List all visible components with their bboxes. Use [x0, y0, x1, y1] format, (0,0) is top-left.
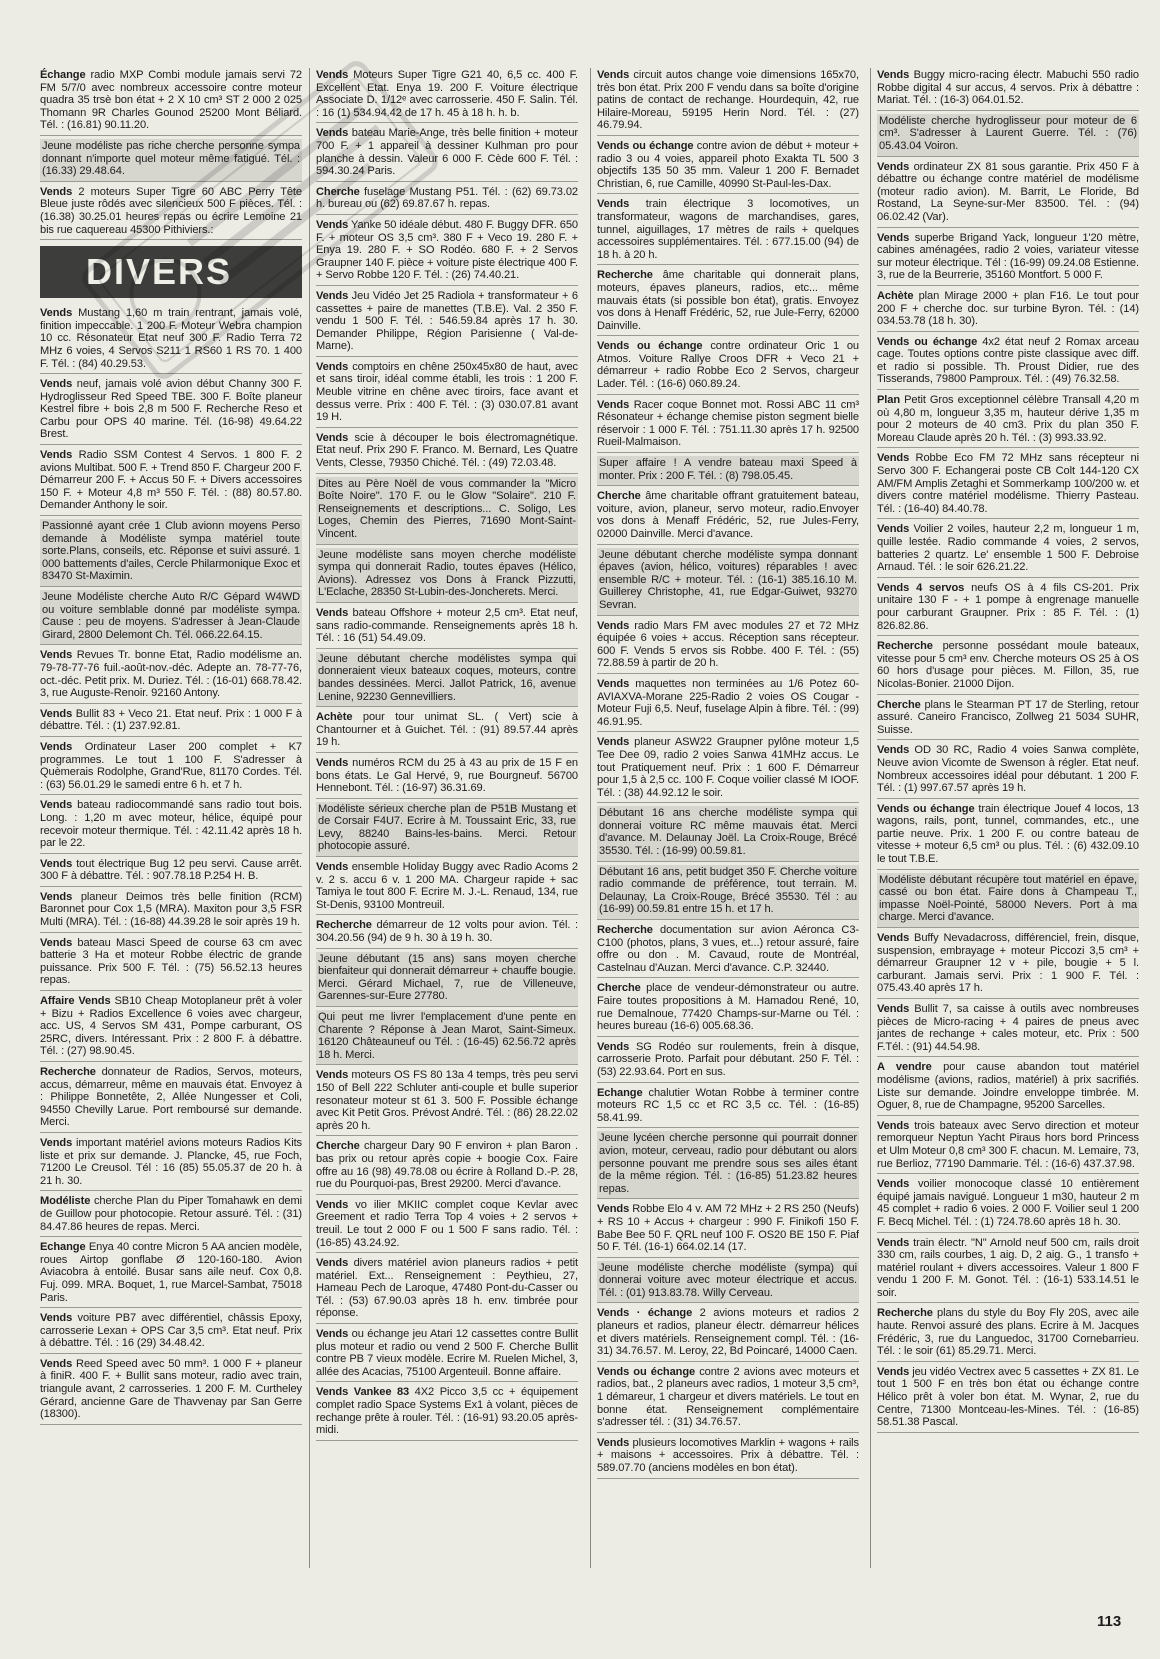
ad-keyword: Vends [597, 69, 630, 81]
ad-text: pour cause abandon tout matériel modélisme (avions, radios, matériel) à prix sacrifiés. Liste sur demande. Joindre enveloppe timbrée. M. Oguer, 8, rue de Champagne, 95200 Sarcelles. [877, 1061, 1139, 1112]
ad-keyword: Vends [597, 1203, 630, 1216]
ad-text: neuf, jamais volé avion début Channy 300 F. Hydroglisseur Red Speed TBE. 300 F. Boîte planeur Kestrel fibre + bois 2,8 m 500 F. Recherche Reso et Carbu pour OPS 40 marine. Tél. (16-98) 49.64.22 Brest. [40, 378, 302, 441]
classified-ad [40, 994, 302, 1062]
classified-ad [597, 1436, 859, 1479]
classified-ad [316, 802, 578, 857]
ad-keyword: Recherche [597, 269, 653, 282]
ad-text: Robbe Elo 4 v. AM 72 MHz + 2 RS 250 (Neufs) + RS 10 + Accus + chargeur : 990 F. Finikofi 150 F. Babe Bee 50 F. QRL neuf 100 F. OS20 BE 150 F. Piaf 50 F. Tél. (16-1) 664.02.14 (17. [597, 1203, 859, 1254]
ad-text: personne possédant moule bateaux, vitesse pour 5 cm³ env. Cherche moteurs OS 25 à OS 60 hors d'usage pour pièces. M. Fillon, 35, rue Nicolas-Bonier. 21000 Dijon. [877, 640, 1139, 690]
classified-ad [877, 1060, 1139, 1115]
ad-text: bateau radiocommandé sans radio tout bois. Long. : 1,20 m avec moteur, hélice, équipé pour recevoir moteur thermique. Tél. : 42.11.42 après 18 h. par le 22. [40, 799, 302, 850]
ad-keyword: Vends [40, 890, 73, 903]
classified-ad [597, 1306, 859, 1361]
classified-ad [40, 1240, 302, 1308]
ad-text: voiture PB7 avec différentiel, châssis Epoxy, carrosserie Lexan + OPS Car 3,5 cm³. Etat neuf. Prix à débattre. Tél. : 16 (29) 34.48.42. [40, 1312, 302, 1350]
ad-text: radio Mars FM avec modules 27 et 72 MHz équipée 6 voies + accus. Réception sans récepteur. 600 F. Vends 5 ervos sis Robbe. 400 F. Tél. : (55) 72.88.59 à partir de 20 h. [597, 619, 859, 670]
ad-text: Jeune débutant cherche modéliste sympa donnant épaves (avion, hélico, voitures) réparables ! avec ensemble R/C + moteur. Tél. : (16-1) 385.16.10 M. Guillerey Christophe, 41, rue Edgar-Guiwet, 93270 Sevran. [599, 548, 857, 611]
ad-keyword: Cherche [316, 185, 360, 198]
classified-ad [597, 923, 859, 978]
classified-ad [316, 1139, 578, 1194]
ad-text: ou échange jeu Atari 12 cassettes contre Bullit plus moteur et radio ou vend 2 500 F. Cherche Bullit contre PB 7 vieux modèle. Ecrire M. Ruelen Michel, 3, allée des Acacias, 75100 Argenteuil. Bonne affaire. [316, 1328, 578, 1378]
ad-text: Ordinateur Laser 200 complet + K7 programmes. Le tout 1 100 F. S'adresser à Quèmerais Rodolphe, Grand'Rue, 81170 Cordes. Tél. : (63) 56.01.29 le samedi entre 6 h. et 7 h. [40, 740, 302, 791]
ad-text: train électrique Jouef 4 locos, 13 wagons, rails, pont, tunnel, commandes, etc., une partie neuve. Prix. 1 200 F. ou contre bateau de vitesse + moteur 6,5 cm³ ou plus. Tél. : (6) 432.09.10 le tout T.B.E. [877, 802, 1139, 866]
ad-text: Mustang 1,60 m train rentrant, jamais volé, finition impeccable. 1 200 F. Moteur Webra champion 10 cc. Résonateur Etat neuf 300 F. Radio Terra 72 MHz 6 voies, 4 Servos S211 1 RS60 1 RS 70. 1 400 F. Tél. : (84) 40.29.53. [40, 307, 302, 370]
ad-text: ensemble Holiday Buggy avec Radio Acoms 2 v. 2 s. accu 6 v. 1 200 MA. Chargeur rapide + sac Tamiya le tout 800 F. Ecrire M. J.-L. Renaud, 134, rue St-Denis, 93100 Montreuil. [316, 861, 578, 911]
classified-ad [597, 865, 859, 920]
ad-text: plans le Stearman PT 17 de Sterling, retour assuré. Caneiro Francisco, Zollweg 21 5034 SUHR, Suisse. [877, 698, 1139, 736]
ad-text: contre 2 avions avec moteurs et radios, bat., 2 planeurs avec radios, 1 moteur 3,5 cm³, 1 démareur, 1 chargeur et divers matériels. Le tout en bonne état. Renseignement complémentaire s'adresser tél. : (31) 34.76.57. [597, 1365, 859, 1429]
ad-keyword: Modéliste [40, 1195, 91, 1208]
classified-ad [40, 139, 302, 182]
classified-ad [316, 952, 578, 1007]
ad-keyword: Vends [40, 378, 73, 391]
ad-keyword: Vends [40, 449, 73, 462]
ad-keyword: Vends [316, 1069, 349, 1082]
classified-ad [316, 1385, 578, 1440]
ad-keyword: Échange [40, 69, 86, 81]
ad-text: Jeune modéliste sans moyen cherche modéliste sympa qui donnerait Radio, toutes épaves (Hélico, Avions). Adressez vos Dons à Franck Pizzutti, L'Eclache, 28350 St-Lubin-des-Joncherets. Merci. [318, 548, 576, 599]
ad-text: train électr. "N" Arnold neuf 500 cm, rails droit 330 cm, rails courbes, 1 aig. D, 2 aig. G., 1 transfo + matériel roulant + divers accessoires. Valeur 1 800 F vendu 1 200 F. M. Gonot. Tél. : (16-1) 533.14.51 le soir. [877, 1236, 1139, 1299]
classified-ad [597, 1365, 859, 1433]
classified-ad [877, 698, 1139, 741]
classified-ad [877, 1119, 1139, 1174]
ad-text: Jeu Vidéo Jet 25 Radiola + transformateur + 6 cassettes + paire de manettes (T.B.E). Val. 2 350 F. vendu 1 500 F. Tél. : 546.59.84 après 17 h. 30. Demander Philippe, Région Parisienne ( Val-de-Marne). [316, 289, 578, 353]
ad-keyword: Plan [877, 394, 901, 407]
column-2 [316, 68, 578, 1568]
classified-ad [316, 1068, 578, 1136]
ad-text: moteurs OS FS 80 13a 4 temps, très peu servi 150 of Bell 222 Schluter anti-couple et bulle superior resonateur moteur st 61 3. 500 F. Possible échange avec Kit Petit Gros. Prévost André. Tél. : (86) 28.22.02 après 20 h. [316, 1069, 578, 1132]
classified-ad [316, 756, 578, 799]
classified-ad [316, 710, 578, 753]
classified-ad [316, 360, 578, 428]
classified-ad [316, 606, 578, 649]
classified-ad [597, 1040, 859, 1083]
ad-keyword: Vends [877, 744, 910, 757]
ad-text: Jeune débutant cherche modélistes sympa qui donneraient vieux bateaux coques, moteurs, contre bandes dessinées. Merci. Jallot Patrick, 16, avenue Lenine, 92230 Gennevilliers. [318, 652, 576, 703]
classified-ad [316, 68, 578, 123]
ad-keyword: Achète [316, 711, 353, 724]
ad-keyword: Recherche [40, 1066, 96, 1078]
ad-keyword: Vends [316, 606, 349, 619]
ad-text: âme charitable offrant gratuitement bateau, voiture, avion, planeur, servo moteur, radio.Envoyer vos dons à Menaff Frédéric, 52, rue Jules-Ferry, 02000 Dainville. Merci d'avance. [597, 490, 859, 540]
classified-ad [316, 185, 578, 215]
ad-text: Débutant 16 ans, petit budget 350 F. Cherche voiture radio commande de préférence, tout terrain. M. Delaunay, La Croix-Rouge, Brécé 35530. Tél : au (16-99) 00.59.81 entre 15 h. et 17 h. [599, 865, 857, 916]
ad-text: Jeune modéliste cherche modéliste (sympa) qui donnerai voiture avec moteur électrique et accus. Tél. : (01) 913.83.78. Willy Cerveau. [599, 1261, 857, 1299]
column-divider [870, 68, 871, 1568]
ad-text: circuit autos change voie dimensions 165x70, très bon état. Prix 200 F vendu dans sa boîte d'origine patins de contact de rechange. Hourdequin, 42, rue Hilaire-Moreau, 59195 Herin Nord. Tél. : (27) 46.79.94. [597, 69, 859, 132]
ad-keyword: Vends [597, 398, 630, 411]
ad-text: plans du style du Boy Fly 20S, avec aile haute. Renvoi assuré des plans. Ecrire à M. Jacques Frédéric, 3, rue du Languedoc, 31700 Cornebarrieu. Tél. : le soir (61) 85.29.71. Merci. [877, 1307, 1139, 1358]
classified-ad [40, 798, 302, 853]
ad-text: contre ordinateur Oric 1 ou Atmos. Voiture Rallye Croos DFR + Veco 21 + démarreur + radio Robbe Eco 2 Servos, chargeur Lader. Tél. : (16-6) 060.89.24. [597, 340, 859, 391]
classified-ad [40, 936, 302, 991]
ad-text: Petit Gros exceptionnel célèbre Transall 4,20 m où 4,80 m, longueur 3,35 m, hauteur dérive 1,35 m pour 2 moteurs de 40 cm3. Prix du plan 350 F. Moreau Claude après 20 h. Tél. : (3) 993.33.92. [877, 394, 1139, 444]
ad-keyword: Vends [40, 1136, 73, 1149]
classified-ad [316, 1327, 578, 1382]
section-title-divers: DIVERS [40, 246, 302, 298]
ad-keyword: Vends [40, 857, 73, 870]
classified-ad [597, 398, 859, 453]
ad-text: âme charitable qui donnerait plans, moteurs, épaves planeurs, radios, etc... même mauvais états (si possible bon état), gratis. Envoyez vos dons à Henaff Frédéric, 52, rue Jule-Ferry, 62000 Dainville. [597, 269, 859, 332]
classified-ad [877, 1002, 1139, 1057]
classified-ad [597, 139, 859, 194]
ad-text: plan Mirage 2000 + plan F16. Le tout pour 200 F + cherche doc. sur turbine Byron. Tél. : (14) 034.53.78 (18 h. 30). [877, 289, 1139, 328]
classified-ad [40, 1065, 302, 1133]
ad-text: 4X2 Picco 3,5 cc + équipement complet radio Space Systems Ex1 à volant, pièces de rechange prête à rouler. Tél. : (16-91) 93.20.05 après-midi. [316, 1386, 578, 1437]
classified-ad [40, 707, 302, 737]
ad-keyword: Vends ou échange [877, 802, 975, 815]
classified-ad [877, 802, 1139, 870]
page-number: 113 [1097, 1613, 1122, 1630]
ad-keyword: Vends ou échange [597, 340, 703, 353]
ad-text: documentation sur avion Aéronca C3-C100 (photos, plans, 3 vues, et...) retour assuré, faire offre ou don . M. Cavaud, route de Montréal, Castelnau d'Auzan. Merci d'avance. C.P. 32440. [597, 924, 859, 974]
ad-keyword: Vends [40, 936, 73, 949]
ad-text: ordinateur ZX 81 sous garantie. Prix 450 F à débattre ou échange contre matériel de modélisme (moteur radio avion). M. Barrit, Le Floride, Bd Rostand, La Seyne-sur-Mer 83500. Tél. : (94) 06.02.42 (Var). [877, 160, 1139, 223]
ad-text: Radio SSM Contest 4 Servos. 1 800 F. 2 avions Multibat. 500 F. + Trend 850 F. Chargeur 200 F. Démarreur 200 F. + Accus 50 F. + Divers accessoires 150 F. + Moteur 4,8 m³ 550 F. Tél. : (88) 80.57.80. Demander Anthony le soir. [40, 449, 302, 512]
classified-ad [877, 743, 1139, 798]
ad-text: Qui peut me livrer l'emplacement d'une pente en Charente ? Réponse à Jean Marot, Saint-Simeux. 16120 Châteauneuf ou Tél. : (16-45) 62.56.72 après 18 h. Merci. [318, 1011, 576, 1061]
classified-ad [40, 1311, 302, 1354]
classified-ad [316, 1198, 578, 1253]
ad-text: Modéliste sérieux cherche plan de P51B Mustang et de Corsair F4U7. Ecrire à M. Toussaint Eric, 33, rue Levy, 88240 Bains-les-bains. Merci. Retour photocopie assuré. [318, 802, 576, 853]
ad-text: planeur ASW22 Graupner pylône moteur 1,5 Tee Dee 09, radio 2 voies Sanwa 41MHz accus. Le tout Pratiquement neuf. Prix : 1 600 F. Démarreur pour 1,5 à 2,5 cc. 100 F. Coque voilier classé M IOOF. Tél. : (38) 44.92.12 le soir. [597, 736, 859, 799]
ad-text: cherche Plan du Piper Tomahawk en demi de Guillow pour photocopie. Retour assuré. Tél. : (31) 84.47.86 heures de repas. Merci. [40, 1195, 302, 1233]
ad-keyword: Vends [877, 1119, 910, 1132]
ad-keyword: Echange [597, 1086, 643, 1099]
ad-text: Super affaire ! A vendre bateau maxi Speed à monter. Prix : 200 F. Tél. : (8) 798.05.45. [599, 457, 857, 482]
ad-text: Jeune débutant (15 ans) sans moyen cherche bienfaiteur qui donnerait démarreur + chauffe bougie. Merci. Gérard Michael, 7, rue de Villeneuve, Garennes-sur-Eure 27780. [318, 952, 576, 1003]
ad-text: Racer coque Bonnet mot. Rossi ABC 11 cm³ Résonateur + échange chemise piston segment bielle réservoir : 1 000 F. Tél. : 751.11.30 après 17 h. 92500 Rueil-Malmaison. [597, 398, 859, 449]
classified-ad [877, 335, 1139, 390]
ad-keyword: Vends [316, 861, 349, 874]
ad-keyword: Vends [316, 1328, 349, 1341]
ad-text: fuselage Mustang P51. Tél. : (62) 69.73.02 h. bureau ou (62) 69.87.67 h. repas. [316, 185, 578, 211]
ad-text: 2 avions moteurs et radios 2 planeurs et radios, planeur électr. démarreur hélices et divers matériels. Renseignement compl. Tél. : (16-31) 34.76.57. M. Leroy, 22, Bd Poincaré, 14000 Caen. [597, 1307, 859, 1358]
ad-text: superbe Brigand Yack, longueur 1'20 mètre, cabines aménagées, radio 2 voies, variateur vitesse sur moteur électrique. Tél : (16-99) 09.24.08 Estienne. 3, rue de la Beurrerie, 35160 Montfort. 5 000 F. [877, 231, 1139, 282]
column-divider [309, 68, 310, 1568]
ad-text: maquettes non terminées au 1/6 Potez 60-AVIAXVA-Morane 225-Radio 2 voies OS Cougar - Moteur Fuji 6,5. Neuf, fuselage Alpin à fibre. Tél. : (99) 46.91.95. [597, 677, 859, 728]
ad-text: Robbe Eco FM 72 MHz sans récepteur ni Servo 300 F. Echangerai poste CB Colt 144-120 CX AM/FM Amplis Zetaghi et Sommerkamp 100/200 w. et divers contre matériel modélisme. Thierry Pasteau. Tél. : (16-40) 84.40.78. [877, 452, 1139, 515]
classified-ad [877, 393, 1139, 448]
ad-keyword: Vends [316, 289, 349, 302]
classified-ad [316, 1010, 578, 1065]
ad-keyword: Vends ou échange [597, 139, 694, 152]
classified-ad [597, 1086, 859, 1129]
classified-ad [316, 860, 578, 915]
ad-keyword: Vends [40, 307, 73, 320]
ad-text: divers matériel avion planeurs radios + petit matériel. Ext... Renseignement : Peythieu, 27, Hameau Pech de Laroque, 47480 Pont-du-Casser ou Tél. : (53) 67.90.03 après 18 h. env. timbrée pour réponse. [316, 1257, 578, 1320]
ad-keyword: Vends [40, 799, 73, 812]
ad-keyword: Recherche [877, 1307, 933, 1320]
ad-keyword: Vends [40, 649, 73, 662]
ad-text: Débutant 16 ans cherche modéliste sympa qui donnerai voiture RC même mauvais état. Merci d'avance. M. Delaunay Joël. La Croix-Rouge, Brécé 35530. Tél. : (16-99) 00.59.81. [599, 807, 857, 858]
classified-ad [316, 652, 578, 707]
classified-ad [877, 522, 1139, 577]
ad-text: tout électrique Bug 12 peu servi. Cause arrêt. 300 F à débattre. Tél. : 907.78.18 P.254 H. B. [40, 857, 302, 883]
ad-text: place de vendeur-démonstrateur ou autre. Faire toutes propositions à M. Hamadou René, 10, rue Demalnoue, 77420 Champs-sur-Marne ou Tél. : heures bureau (16-6) 005.68.36. [597, 982, 859, 1033]
classified-ad [877, 873, 1139, 928]
ad-text: comptoirs en chêne 250x45x80 de haut, avec et sans tiroir, idéal comme établi, les trois : 1 200 F. Meuble vitrine en chêne avec tiroirs, face avant et dessus verre. Prix : 400 F. Tél. : (3) 030.07.81 avant 19 H. [316, 360, 578, 424]
ad-keyword: Vends [316, 218, 349, 231]
classified-ad [597, 548, 859, 616]
ad-text: bateau Masci Speed de course 63 cm avec batterie 3 Ha et moteur Robbe électric de grande puissance. Prix 500 F. Tél. : (75) 56.52.13 heures repas. [40, 936, 302, 987]
classified-ad [597, 619, 859, 674]
classified-ad [40, 648, 302, 703]
ad-text: Jeune modéliste pas riche cherche personne sympa donnant n'importe quel moteur même fatigué. Tél. : (16.33) 29.48.64. [42, 139, 300, 178]
ad-text: Bullit 7, sa caisse à outils avec nombreuses pièces de Micro-racing + 4 paires de pneus avec jantes de rechange + cales moteur, etc. Prix : 500 F.Tél. : (91) 44.54.98. [877, 1003, 1139, 1053]
classified-ad [597, 1261, 859, 1304]
ad-text: Yanke 50 idéale début. 480 F. Buggy DFR. 650 F. + moteur OS 3,5 cm³. 380 F + Veco 19. 280 F. + Enya 19. 280 F. + SO Rodéo. 680 F. + 2 Servos Graupner 140 F. pièce + voiture piste électrique 400 F. + Servo Robbe 120 F. Tél. : (26) 74.40.21. [316, 218, 578, 282]
ad-keyword: Vends ou échange [877, 335, 978, 348]
ad-keyword: Vends [877, 452, 910, 465]
classified-ad [316, 218, 578, 286]
ad-keyword: Vends [597, 198, 630, 211]
ad-keyword: Vends [40, 707, 73, 720]
ad-text: donnateur de Radios, Servos, moteurs, accus, démarreur, même en mauvais état. Envoyez à : Philippe Bonnetête, 2, Allée Nungesser et Coli, 94550 Chevilly Larue. Port remboursé sur demande. Merci. [40, 1066, 302, 1129]
ad-keyword: Vends [877, 69, 910, 81]
classified-ad [597, 1131, 859, 1199]
classified-ad [597, 456, 859, 486]
ad-keyword: Vends 4 servos [877, 581, 965, 594]
ad-text: important matériel avions moteurs Radios Kits liste et prix sur demande. J. Plancke, 45, rue Foch, 71200 Le Creusol. Tél : 16 (85) 55.05.37 de 20 h. à 21 h. 30. [40, 1136, 302, 1187]
ad-text: démarreur de 12 volts pour avion. Tél. : 304.20.56 (94) de 9 h. 30 à 19 h. 30. [316, 919, 578, 945]
ad-keyword: Vends [877, 1003, 910, 1015]
ad-text: Enya 40 contre Micron 5 AA ancien modèle, roues Airtop gonflabe Ø 120-160-180. Avion Aviacobra à entoilé. Busar sans aile neuf. Cox 0,8. Fuj. 099. MRA. Boquet, 1, rue Marcel-Sambat, 75018 Paris. [40, 1241, 302, 1304]
classified-ad [40, 68, 302, 136]
ad-keyword: Vends [597, 1436, 630, 1449]
ad-keyword: Vends [40, 1312, 73, 1325]
classified-ad [877, 1177, 1139, 1232]
classified-ad [597, 489, 859, 544]
classified-ad [877, 1365, 1139, 1433]
ad-keyword: Achète [877, 289, 914, 302]
ad-keyword: Vends [597, 1040, 630, 1053]
ad-text: voilier monocoque classé 10 entièrement équipé jamais navigué. Longueur 1 m30, hauteur 2 m 45 complet + radio 6 voies. 2 000 F. Voilier seul 1 200 F. Becq Michel. Tél. : (1) 724.78.60 après 18 h. 30. [877, 1178, 1139, 1228]
column-4 [877, 68, 1139, 1568]
classified-ad [877, 114, 1139, 157]
ad-keyword: Recherche [316, 919, 372, 932]
ad-text: Revues Tr. bonne Etat, Radio modélisme an. 79-78-77-76 fuil.-août-nov.-déc. Adepte an. 78-77-76, oct.-déc. Petit prix. M. Duriez. Tél. : (16-01) 668.78.42. 3, rue Auguste-Renoir. 92160 Antony. [40, 649, 302, 700]
classified-ad [597, 981, 859, 1036]
ad-keyword: Vends [316, 431, 349, 444]
classified-ad [877, 1306, 1139, 1361]
ad-text: bateau Offshore + moteur 2,5 cm³. Etat neuf, sans radio-commande. Renseignements après 18 h. Tél. : 16 (51) 54.49.09. [316, 606, 578, 645]
ad-keyword: Cherche [597, 982, 641, 995]
ad-text: Voilier 2 voiles, hauteur 2,2 m, longueur 1 m, quille lestée. Radio commande 4 voies, 2 servos, batteries 2 quartz. Le' ensemble 1 500 F. Debroise Arnaud. Tél. : le soir 626.21.22. [877, 523, 1139, 574]
ad-text: train électrique 3 locomotives, un transformateur, wagons de marchandises, gares, tunnel, aiguillages, 17 mètres de rails + quelques accessoires supplémentaires. Tél. : 677.15.00 (94) de 18 h. à 20 h. [597, 198, 859, 261]
column-1 [40, 68, 302, 1568]
ad-text: numéros RCM du 25 à 43 au prix de 15 F en bons états. Le Gal Hervé, 9, rue Bourgneuf. 56700 Hennebont. Tél. : (16-97) 36.31.69. [316, 756, 578, 795]
classified-ad [40, 377, 302, 445]
ad-keyword: Vends [40, 185, 73, 198]
ad-keyword: Vends [40, 1357, 73, 1370]
classified-ad [40, 857, 302, 887]
classified-ad [877, 160, 1139, 228]
ad-keyword: Vends ou échange [597, 1365, 696, 1378]
ad-keyword: Vends [877, 932, 910, 945]
ad-keyword: Vends [877, 231, 910, 244]
ad-keyword: Cherche [877, 698, 921, 711]
ad-keyword: Vends [597, 736, 630, 749]
ad-text: Jeune lycéen cherche personne qui pourrait donner avion, moteur, cerveau, radio pour débutant ou alors personne pouvant me prendre sous ses ailes étant de la même région. Tél. : (16-85) 51.23.82 heures repas. [599, 1132, 857, 1195]
ad-keyword: Vends [316, 1198, 349, 1211]
ad-keyword: Vends [316, 756, 349, 769]
ad-keyword: Recherche [877, 640, 933, 653]
classified-ad [597, 268, 859, 336]
ad-text: Reed Speed avec 50 mm³. 1 000 F + planeur à finiR. 400 F. + Bullit sans moteur, radio avec train, triangule avant, 2 carrosseries. 1 200 F. M. Curtheley Gérard, ancienne Gare de Thavvenay par San Gerre (18300). [40, 1357, 302, 1421]
ad-keyword: Vends [597, 677, 630, 690]
classified-ad [877, 931, 1139, 999]
classified-ad [316, 1256, 578, 1324]
column-divider [590, 68, 591, 1568]
classified-ad [877, 1236, 1139, 1304]
ad-keyword: Vends [316, 69, 349, 81]
ad-keyword: Recherche [597, 924, 653, 937]
ad-text: Bullit 83 + Veco 21. Etat neuf. Prix : 1 000 F à débattre. Tél. : (1) 237.92.81. [40, 707, 302, 733]
ad-text: bateau Marie-Ange, très belle finition + moteur 700 F. + 1 appareil à dessiner Kulhman pro pour planche à dessin. Valeur 6 000 F. Cède 600 F. Tél. : 594.30.24 Paris. [316, 127, 578, 178]
classified-ad [40, 590, 302, 645]
classified-ad [316, 477, 578, 545]
ad-keyword: Cherche [316, 1140, 360, 1153]
ad-text: Modéliste cherche hydroglisseur pour moteur de 6 cm³. S'adresser à Laurent Guerre. Tél. : (76) 05.43.04 Voiron. [879, 114, 1137, 152]
ad-text: radio MXP Combi module jamais servi 72 FM 5/7/0 avec nombreux accessoire contre moteur quadra 35 trsè bon état + 2 X 10 cm³ ST 2 000 2 025 Thomann 9R Charles Gounod 25200 Mont Béliard. Tél. : (16.81) 90.11.20. [40, 69, 302, 132]
ad-text: OD 30 RC, Radio 4 voies Sanwa complète, Neuve avion Vicomte de Swenson à régler. Etat neuf. Nombreux accessoires idéal pour débutant. 1 200 F. Tél. : (1) 997.67.57 après 19 h. [877, 744, 1139, 795]
ad-keyword: Vends [40, 740, 73, 753]
classified-ad [40, 185, 302, 240]
classified-ad [877, 639, 1139, 694]
column-3 [597, 68, 859, 1568]
classified-ad [40, 519, 302, 587]
ad-text: Modéliste débutant récupère tout matériel en épave, cassé ou bon état. Faire dons à Champeau T., impasse Noël-Pointé, 58000 Nevers. Port à ma charge. Merci d'avance. [879, 873, 1137, 924]
ad-keyword: Affaire Vends [40, 995, 111, 1008]
classified-ad [316, 918, 578, 948]
ad-keyword: Vends [316, 360, 349, 373]
classified-ad [316, 289, 578, 357]
ad-text: Buggy micro-racing électr. Mabuchi 550 radio Robbe digital 4 sur accus, 4 servos. Prix à débattre : Mariat. Tél. : (16-3) 064.01.52. [877, 69, 1139, 107]
ad-text: SG Rodéo sur roulements, frein à disque, carrosserie Proto. Parfait pour débutant. 250 F. Tél. : (53) 22.93.64. Port en sus. [597, 1040, 859, 1078]
classified-ad [597, 1202, 859, 1257]
ad-text: 4x2 état neuf 2 Romax arceau cage. Toutes options contre piste classique avec diff. et radio si possible. Th. Proust Didier, rue des Tisserands, 79800 Pamproux. Tél. : (49) 76.32.58. [877, 335, 1139, 386]
classified-ad [597, 197, 859, 265]
ad-text: 2 moteurs Super Tigre 60 ABC Perry Tête Bleue juste rôdés avec silencieux 500 F pièces. Tél. : (16.38) 30.25.01 heures repas ou écrire Lemoine 21 bis rue caquereau 45300 Pithiviers.: [40, 185, 302, 236]
classified-ad [40, 1194, 302, 1237]
ad-text: chargeur Dary 90 F environ + plan Baron . bas prix ou retour après copie + boogie Cox. Faire offre au 16 (98) 49.78.08 ou écrire à Rolland D.-P. 28, rue du Pourquoi-pas, Brest 29200. Merci d'avance. [316, 1140, 578, 1191]
classified-ad [877, 581, 1139, 636]
ad-text: jeu vidéo Vectrex avec 5 cassettes + ZX 81. Le tout 1 500 F en très bon état ou échange contre Hélico prêt à voler bon état. M. Wynar, 2, rue du Centre, 71300 Montceau-les-Mines. Tél. : (16-85) 58.51.38 Pascal. [877, 1365, 1139, 1429]
ad-keyword: Vends [877, 1236, 910, 1249]
ad-text: plusieurs locomotives Marklin + wagons + rails + maisons + accessoires. Prix à débattre. Tél. : 589.07.70 (anciens modèles en bon état). [597, 1436, 859, 1474]
classified-ad [877, 231, 1139, 286]
ad-keyword: Vends Vankee 83 [316, 1386, 410, 1399]
ad-text: Jeune Modéliste cherche Auto R/C Gépard W4WD ou voiture semblable donné par modéliste sympa. Cause : peu de moyens. S'adresser à Jean-Claude Girard, 2800 Delemont Ch. Tél. 066.22.64.15. [42, 591, 300, 641]
classified-ad [597, 806, 859, 861]
ad-text: SB10 Cheap Motoplaneur prêt à voler + Bizu + Radios Excellence 6 voies avec chargeur, acc. US, 4 Servos SM 431, Pompe carburant, OS 25RC, divers. Intéressant. Prix : 2 800 F. à débattre. Tél. : (27) 98.90.45. [40, 995, 302, 1058]
classified-ad [40, 1136, 302, 1191]
classified-ad [877, 68, 1139, 111]
classified-ad [597, 677, 859, 732]
ad-keyword: Echange [40, 1241, 86, 1254]
ad-keyword: A vendre [877, 1061, 932, 1074]
ad-text: Buffy Nevadacross, différenciel, frein, disque, suspension, embrayage + moteur Piccozi 3,5 cm³ + démarreur Graupner 12 v + pile, bougie + 5 l. carburant. Jamais servi. Prix : 1 900 F. Tél. : 075.43.40 après 17 h. [877, 932, 1139, 995]
ad-text: scie à découper le bois électromagnétique. Etat neuf. Prix 290 F. Franco. M. Bernard, Les Quatre Vents, Clesse, 79350 Chiché. Tél. : (49) 72.03.48. [316, 431, 578, 470]
classified-ad [316, 126, 578, 181]
classified-ad [597, 68, 859, 136]
ad-text: Dites au Père Noël de vous commander la "Micro Boîte Noire". 170 F. ou le Glow "Solaire". 210 F. Renseignements et descriptions... C. Soligo, Les Loges, Chemin des Pierres, 71690 Mont-Saint-Vincent. [318, 477, 576, 540]
ad-text: trois bateaux avec Servo direction et moteur remorqueur Neptun Yacht Piraus hors bord Princess et Ulm Moteur 0,8 cm³ 300 F. chacun. M. Lemaire, 73, rue Berlioz, 77190 Dammarie. Tél. : (16-6) 437.37.98. [877, 1119, 1139, 1170]
classified-ad [597, 735, 859, 803]
ad-keyword: Vends [877, 1178, 910, 1191]
ad-keyword: Vends [877, 523, 910, 536]
ad-keyword: Vends [877, 1365, 910, 1378]
ad-keyword: Vends [316, 127, 349, 140]
classified-ad [877, 289, 1139, 332]
ad-text: Passionné ayant crée 1 Club avionn moyens Perso demande à Modéliste sympa matériel toute sorte.Plans, conseils, etc. Réponse et suivi assuré. 1 000 battements d'ailes, Cercle Philarmonique Exoc et 83470 St-Maximin. [42, 520, 300, 583]
classified-ad [316, 548, 578, 603]
classified-ad [40, 740, 302, 795]
classified-ad [877, 451, 1139, 519]
classified-ad [40, 306, 302, 374]
ad-keyword: Vends [877, 160, 910, 173]
classified-ad [40, 1357, 302, 1425]
ad-keyword: Cherche [597, 490, 641, 503]
ad-text: vo ilier MKIIC complet coque Kevlar avec Greement et radio Terra Top 4 voies + 2 servos + treuil. Le tout 2 000 F ou 1 500 F sans radio. Tél. : (16-85) 43.24.92. [316, 1198, 578, 1249]
ad-text: neufs OS à 4 fils CS-201. Prix unitaire 130 F - + 1 pompe à engrenage manuelle pour carburant Graupner. Prix : 85 F. Tél. : (1) 826.82.86. [877, 581, 1139, 632]
ad-text: pour tour unimat SL. ( Vert) scie à Chantourner et à Guichet. Tél. : (91) 89.57.44 après 19 h. [316, 711, 578, 749]
ad-text: planeur Deimos très belle finition (RCM) Baronnet pour Cox 1,5 (MRA). Maxiton pour 3,5 FSR Multi (MRA). Tél. : (16-88) 44.39.28 le soir après 19 h. [40, 890, 302, 929]
classified-ad [597, 339, 859, 394]
ad-text: chalutier Wotan Robbe à terminer contre moteurs RC 1,5 cc et RC 3,5 cc. Tél. : (16-85) 58.41.99. [597, 1086, 859, 1124]
classified-ad [40, 890, 302, 933]
ad-keyword: Vends [597, 619, 630, 632]
ad-text: Moteurs Super Tigre G21 40, 6,5 cc. 400 F. Excellent Etat. Enya 19. 200 F. Voiture électrique Associate D. 1/12ᵉ avec carrosserie. 450 F. Salin. Tél. : 16 (1) 534.94.42 de 17 h. 45 à 18 h. h. b. [316, 69, 578, 119]
classified-ad [316, 431, 578, 474]
ad-keyword: Vends · échange [597, 1307, 693, 1320]
ad-keyword: Vends [316, 1257, 349, 1270]
classified-ad [40, 448, 302, 516]
ad-text: contre avion de début + moteur + radio 3 ou 4 voies, appareil photo Exakta TL 500 3 objectifs 135 50 35 mm. Valeur 1 200 F. Bernadet Christian, 6, rue Camille, 40990 St-Paul-les-Dax. [597, 139, 859, 190]
